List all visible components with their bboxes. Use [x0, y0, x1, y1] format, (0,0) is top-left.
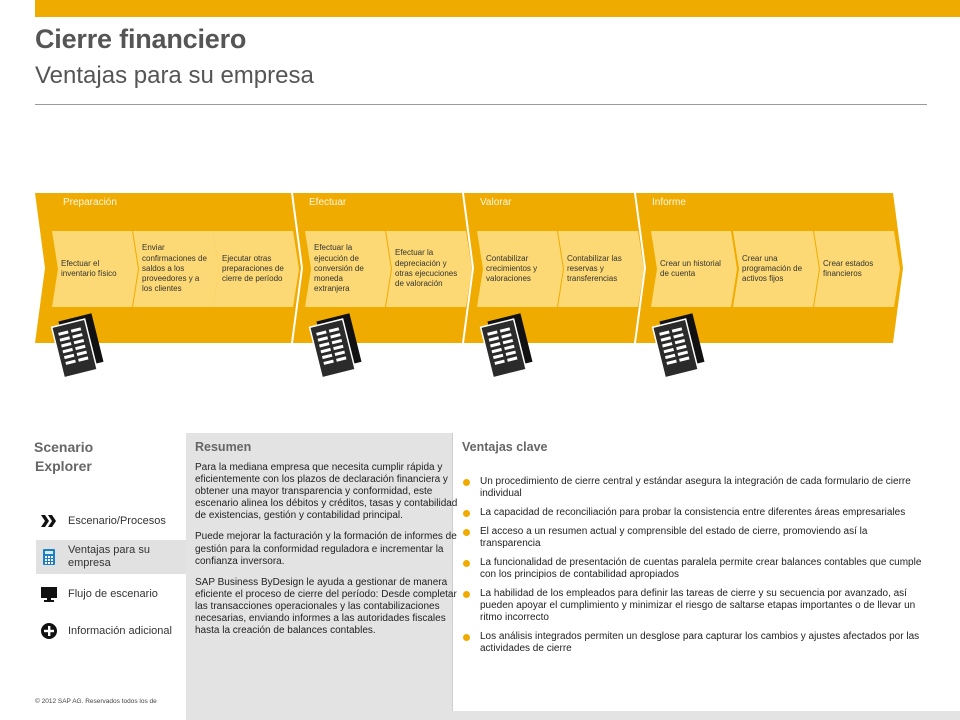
bullet-icon [463, 560, 470, 567]
page-subtitle: Ventajas para su empresa [35, 62, 314, 89]
process-step[interactable] [52, 231, 138, 307]
list-item [463, 476, 928, 500]
list-item [463, 588, 928, 624]
list-item [463, 631, 928, 655]
monitor-icon [40, 585, 58, 603]
resumen-paragraph: Para la mediana empresa que necesita cumplir rápida y eficientemente con los plazos de declaración financiera y obtener una mayor transparencia y conformidad, este escenario alinea los débitos y créditos, tasas y contabilidad de existencias, gestión y contabilidad principal. [195, 462, 458, 522]
phase-label: Efectuar [309, 197, 347, 208]
step-label: Crear un historial de cuenta [660, 258, 721, 278]
step-label: Efectuar el inventario físico [61, 258, 117, 278]
document-icon [478, 311, 540, 381]
nav-item-escenario-procesos[interactable] [36, 510, 186, 532]
list-item [463, 526, 928, 550]
step-label: Efectuar la ejecución de conversión de moneda extranjera [314, 243, 364, 294]
bullet-icon [463, 529, 470, 536]
step-label: Crear una programación de activos fijos [742, 253, 803, 284]
document-icon [307, 311, 369, 381]
nav-item-label: Escenario/Procesos [68, 514, 166, 527]
process-step[interactable] [133, 231, 219, 307]
resumen-body [195, 462, 459, 646]
nav-item-label: Información adicional [68, 624, 172, 637]
step-label: Ejecutar otras preparaciones de cierre de período [222, 253, 284, 284]
process-step[interactable] [305, 231, 391, 307]
step-label: Enviar confirmaciones de saldos a los proveedores y a los clientes [142, 243, 207, 294]
title-divider [35, 104, 927, 105]
step-label: Efectuar la depreciación y otras ejecuciones de valoración [395, 248, 458, 289]
nav-item-ventajas[interactable] [36, 540, 186, 574]
document-icon [49, 311, 111, 381]
nav-item-label: Ventajas para su empresa [68, 544, 150, 569]
ventajas-heading: Ventajas clave [462, 440, 548, 454]
calculator-icon [40, 548, 58, 566]
bullet-icon [463, 591, 470, 598]
process-step[interactable] [814, 231, 900, 307]
bullet-icon [463, 634, 470, 641]
list-item-text: La capacidad de reconciliación para probar la consistencia entre diferentes áreas empresariales [480, 507, 906, 518]
process-step[interactable] [651, 231, 737, 307]
copyright-footer: © 2012 SAP AG. Reservados todos los de [35, 698, 157, 705]
phase-label: Valorar [480, 197, 512, 208]
list-item [463, 507, 928, 519]
process-step[interactable] [477, 231, 563, 307]
list-item-text: La funcionalidad de presentación de cuentas paralela permite crear balances contables que cumple con los principios de contabilidad apropiados [480, 557, 922, 580]
list-item-text: La habilidad de los empleados para definir las tareas de cierre y su secuencia por avanzado, así pueden apoyar el cumplimiento y minimizar el riesgo de saltarse etapas importantes o de llevar un ritmo incorrecto [480, 588, 916, 623]
document-icon [650, 311, 712, 381]
top-accent-bar [35, 0, 960, 17]
ventajas-list [463, 476, 928, 662]
resumen-heading: Resumen [195, 440, 252, 454]
scenario-explorer-title [34, 438, 93, 476]
process-step[interactable] [733, 231, 819, 307]
page-title: Cierre financiero [35, 24, 247, 54]
list-item-text: Los análisis integrados permiten un desglose para capturar los cambios y ajustes afectados por las actividades de cierre [480, 631, 920, 654]
scenario-explorer-title-line1: Scenario [34, 439, 94, 455]
resumen-paragraph: Puede mejorar la facturación y la formación de informes de gestión para la conformidad reguladora e incrementar la confianza inversora. [195, 531, 457, 567]
step-label: Contabilizar crecimientos y valoraciones [486, 253, 538, 284]
step-label: Crear estados financieros [823, 258, 874, 278]
step-label: Contabilizar las reservas y transferencias [567, 253, 622, 284]
scenario-explorer-title-line2: Explorer [35, 458, 92, 474]
chevrons-icon [40, 512, 58, 530]
plus-circle-icon [40, 622, 58, 640]
process-step[interactable] [213, 231, 299, 307]
phase-label: Informe [652, 197, 686, 208]
list-item-text: El acceso a un resumen actual y comprensible del estado de cierre, promoviendo así la transparencia [480, 526, 868, 549]
resumen-paragraph: SAP Business ByDesign le ayuda a gestionar de manera eficiente el proceso de cierre del período: Desde completar las transacciones operacionales y las contabilizaciones necesarias, enviando informes a las autoridades fiscales hasta la creación de balances contables. [195, 576, 457, 637]
list-item [463, 557, 928, 581]
nav-item-label: Flujo de escenario [68, 587, 158, 600]
phase-label: Preparación [63, 197, 117, 208]
bullet-icon [463, 479, 470, 486]
bullet-icon [463, 510, 470, 517]
nav-item-informacion[interactable] [36, 620, 186, 642]
list-item-text: Un procedimiento de cierre central y estándar asegura la integración de cada formulario de cierre individual [480, 476, 911, 499]
nav-item-flujo[interactable] [36, 583, 186, 605]
process-step[interactable] [558, 231, 644, 307]
process-step[interactable] [386, 231, 472, 307]
